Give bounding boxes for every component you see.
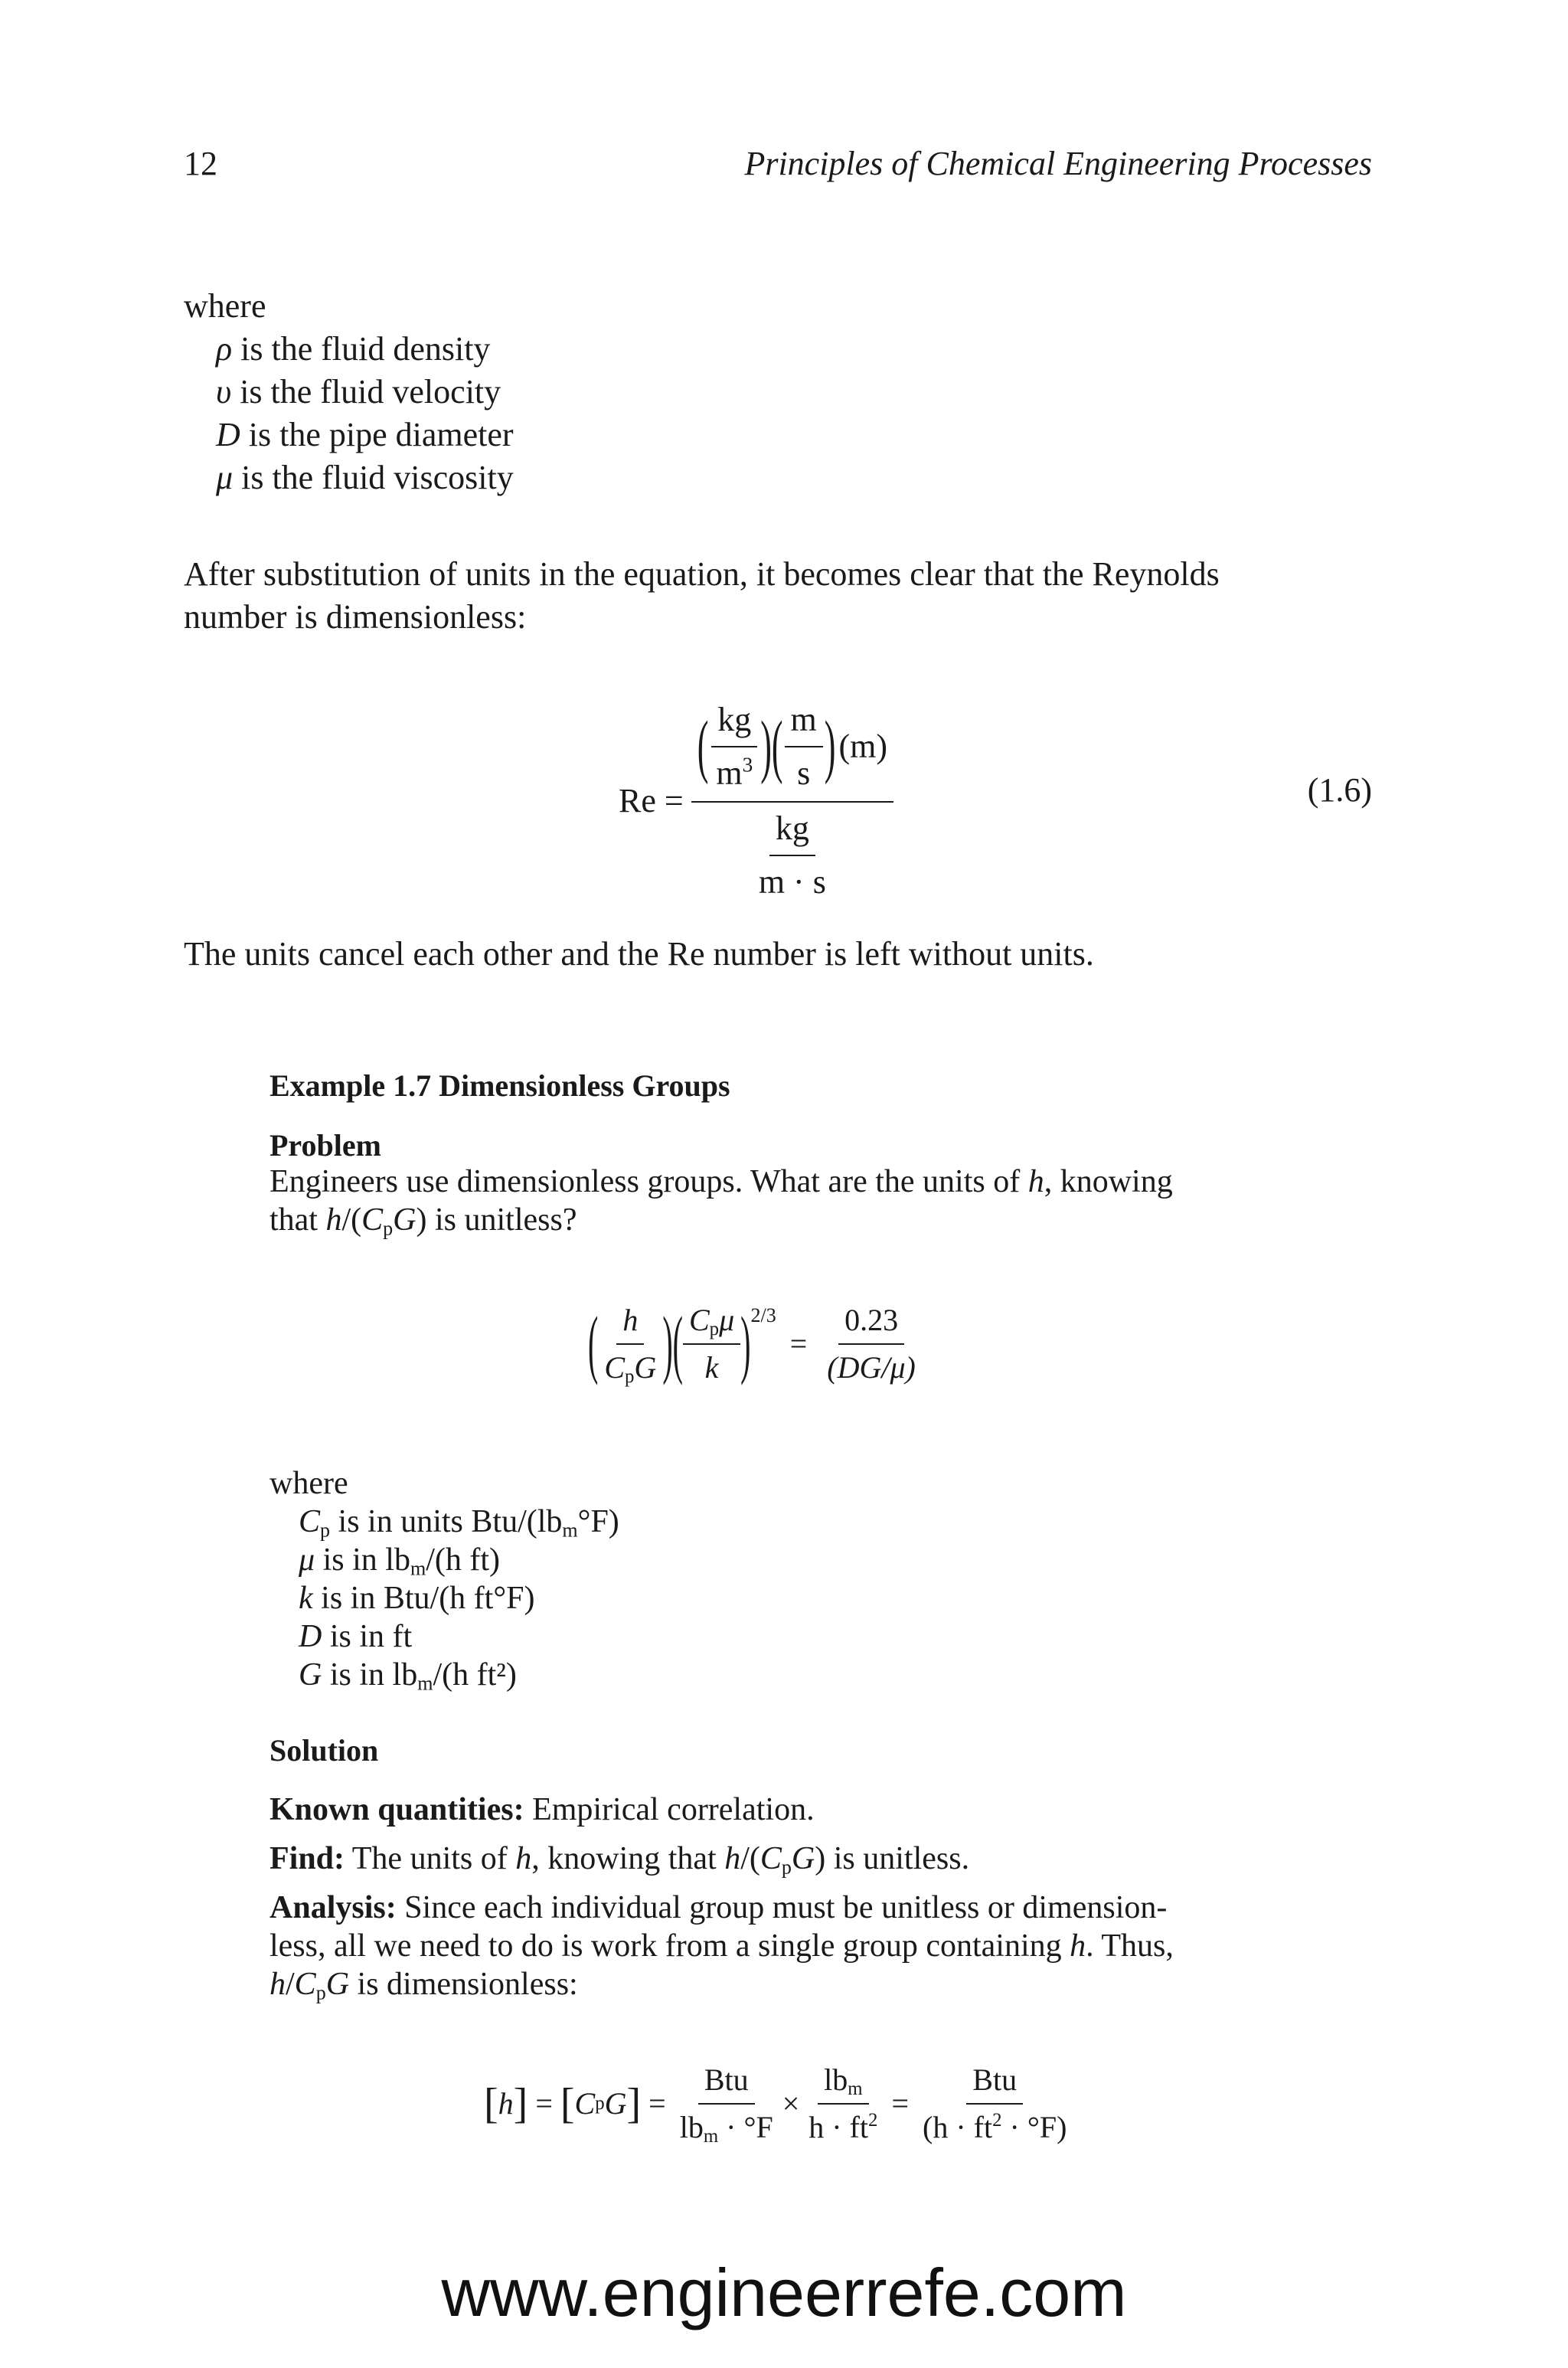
running-title: Principles of Chemical Engineering Processes: [744, 145, 1372, 182]
defs2-where: where: [270, 1466, 348, 1501]
final-frac-1: $\frac{\text{Btu}}{lb_m \cdot ^\circ F}$: [679, 2062, 773, 2147]
defs2-item-mu: μ is in $lb_m/(h$ ft): [299, 1542, 500, 1580]
eq16-m3: $m^3$: [716, 753, 753, 792]
analysis: Analysis: Since each individual group must be unitless or dimension- less, all we need to do is work from a single group containing h. Thus, $h/C_pG$ is dimensionless:: [270, 1890, 1174, 2004]
correlation-equation: ( $\frac{h}{C_pG}$ ) ( $\frac{C_p\mu}{k}$ ) 2/3 = $\frac{0.23}{(DG/\mu)}$: [588, 1302, 922, 1386]
corr-rhs-den: (DG/μ): [827, 1350, 916, 1385]
units-equation: [ h ] = [ C p G ] = $\frac{\text{Btu}}{lb_m \cdot ^\circ F}$ × $\frac{lb_m}{h \cdot ft^2}$ = $\frac{\text{Btu}}{(h \cdot ft^2 \cdot ^\circ F)}$: [484, 2062, 1073, 2146]
final-frac-3: $\frac{\text{Btu}}{(h \cdot ft^2 \cdot ^\circ F)}$: [923, 2062, 1067, 2144]
corr-exponent: 2/3: [750, 1304, 776, 1326]
corr-rhs-num: 0.23: [838, 1302, 904, 1345]
defs1-item-mu: μ is the fluid viscosity: [216, 459, 514, 496]
equation-1-6: [619, 698, 893, 904]
defs2-list: [299, 1503, 619, 1694]
equation-number: (1.6): [1307, 771, 1372, 809]
eq16-m: m: [785, 698, 823, 747]
para1-line2: number is dimensionless:: [184, 598, 527, 636]
footer-url: www.engineerrefe.com: [441, 2255, 1127, 2330]
corr-equals: =: [789, 1326, 808, 1361]
defs1-where: where: [184, 287, 266, 325]
final-h: h: [498, 2086, 514, 2121]
problem-heading: Problem: [270, 1128, 381, 1163]
para1-line1: After substitution of units in the equation, it becomes clear that the Reynolds: [184, 555, 1220, 593]
corr-k: k: [704, 1350, 719, 1385]
defs2-item-d: D is in ft: [299, 1619, 413, 1654]
defs2-item-g: G is in $lb_m/(h$ ft²): [299, 1657, 517, 1695]
final-frac-2: $\frac{lb_m}{h \cdot ft^2}$: [808, 2062, 878, 2144]
find: Find: The units of h, knowing that $h/(C_pG)$ is unitless.: [270, 1841, 970, 1879]
eq16-s: s: [797, 754, 811, 792]
defs2-item-k: k is in Btu/(h ft°F): [299, 1581, 535, 1616]
defs2-item-cp: $C_p$ is in units Btu/$(lb_m^\circ F)$: [299, 1504, 619, 1542]
example-title: Example 1.7 Dimensionless Groups: [270, 1068, 730, 1103]
corr-h: h: [622, 1303, 639, 1337]
eq16-m-paren: (m): [838, 728, 887, 765]
defs1-item-d: D is the pipe diameter: [216, 416, 514, 453]
eq16-kg: kg: [711, 698, 757, 747]
defs1-item-rho: ρ is the fluid density: [216, 330, 491, 368]
solution-heading: Solution: [270, 1733, 379, 1768]
eq16-den-ms: m · s: [758, 863, 826, 901]
eq16-main-fraction: ( $\frac{kg}{m^3}$ ) ( $\frac{m}{s}$ ) (m) $\frac{kg}{m \cdot s}$: [691, 698, 893, 904]
para1: [184, 553, 1393, 639]
defs1-list: [216, 328, 514, 499]
page-number: 12: [184, 145, 217, 182]
para2: The units cancel each other and the Re number is left without units.: [184, 935, 1094, 973]
known-quantities: Known quantities: Empirical correlation.: [270, 1792, 815, 1827]
eq16-den-kg: kg: [769, 807, 815, 856]
eq16-lhs: Re =: [619, 782, 684, 819]
problem-text: Engineers use dimensionless groups. What are the units of h, knowing that $h/(C_pG)$ is unitless?: [270, 1164, 1173, 1240]
defs1-item-upsilon: υ is the fluid velocity: [216, 373, 501, 410]
